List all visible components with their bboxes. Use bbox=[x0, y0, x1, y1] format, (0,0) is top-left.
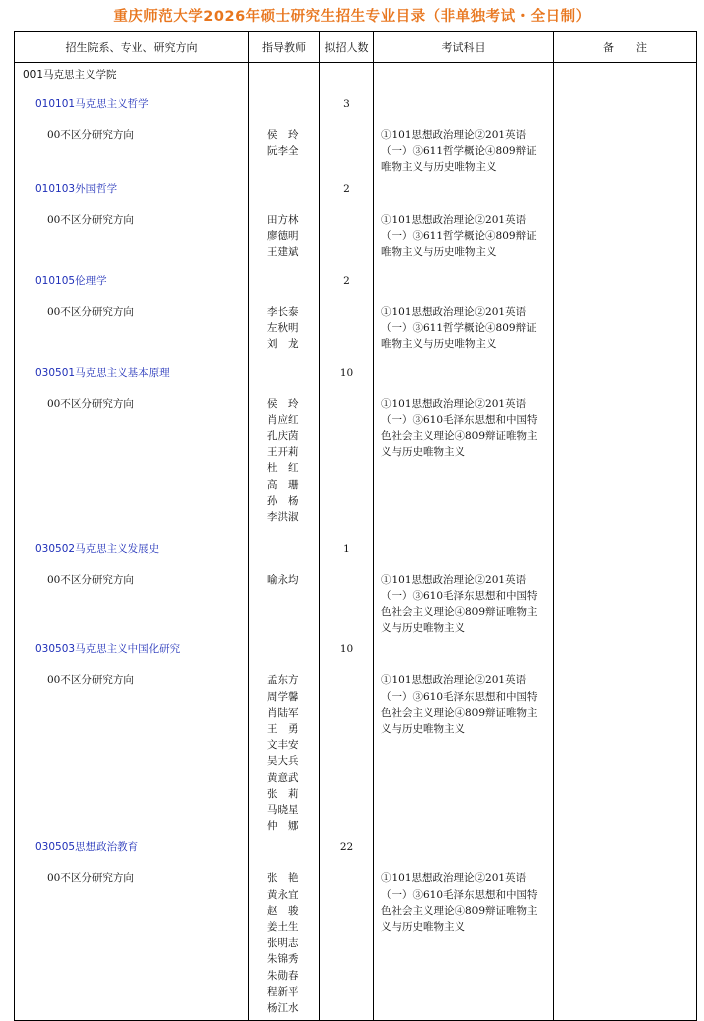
tutor-name: 肖应红 bbox=[267, 413, 299, 426]
research-direction: 00不区分研究方向 bbox=[15, 122, 249, 176]
exam-subjects: ①101思想政治理论②201英语（一）③610毛泽东思想和中国特色社会主义理论④809辩证唯物主义与历史唯物主义 bbox=[374, 567, 554, 637]
tutor-name: 周学馨 bbox=[267, 690, 299, 703]
tutor-name: 赵 骏 bbox=[267, 904, 299, 917]
tutor-list bbox=[249, 299, 320, 360]
tutor-list bbox=[249, 567, 320, 637]
exam-subjects: ①101思想政治理论②201英语（一）③610毛泽东思想和中国特色社会主义理论④809辩证唯物主义与历史唯物主义 bbox=[374, 667, 554, 834]
tutor-list bbox=[249, 207, 320, 268]
enrollment-count: 10 bbox=[320, 360, 374, 391]
tutor-name: 马晓星 bbox=[267, 804, 299, 817]
tutor-name: 程新平 bbox=[267, 985, 299, 998]
direction-row bbox=[15, 865, 697, 1021]
enrollment-count: 3 bbox=[320, 91, 374, 122]
major-row bbox=[15, 834, 697, 865]
tutor-name: 张 莉 bbox=[267, 787, 299, 800]
tutor-name: 黄意武 bbox=[267, 771, 299, 784]
major-name: 010101马克思主义哲学 bbox=[15, 91, 249, 122]
tutor-name: 吴大兵 bbox=[267, 755, 299, 768]
direction-row bbox=[15, 122, 697, 176]
tutor-name: 仲 娜 bbox=[267, 820, 299, 833]
remarks-cell bbox=[554, 207, 697, 268]
exam-subjects: ①101思想政治理论②201英语（一）③611哲学概论④809辩证唯物主义与历史唯物主义 bbox=[374, 207, 554, 268]
major-row bbox=[15, 176, 697, 207]
exam-subjects: ①101思想政治理论②201英语（一）③611哲学概论④809辩证唯物主义与历史唯物主义 bbox=[374, 122, 554, 176]
major-row bbox=[15, 360, 697, 391]
major-name: 030505思想政治教育 bbox=[15, 834, 249, 865]
direction-row bbox=[15, 667, 697, 834]
research-direction: 00不区分研究方向 bbox=[15, 207, 249, 268]
research-direction: 00不区分研究方向 bbox=[15, 391, 249, 536]
tutor-list bbox=[249, 391, 320, 536]
major-row bbox=[15, 636, 697, 667]
tutor-name: 喻永均 bbox=[267, 573, 299, 586]
enrollment-count: 1 bbox=[320, 536, 374, 567]
tutor-name: 杜 红 bbox=[267, 462, 299, 475]
direction-row bbox=[15, 299, 697, 360]
exam-subjects: ①101思想政治理论②201英语（一）③611哲学概论④809辩证唯物主义与历史唯物主义 bbox=[374, 299, 554, 360]
enrollment-count: 10 bbox=[320, 636, 374, 667]
tutor-list bbox=[249, 865, 320, 1021]
tutor-name: 孙 杨 bbox=[267, 494, 299, 507]
tutor-list bbox=[249, 122, 320, 176]
catalog-table bbox=[14, 31, 697, 1021]
exam-subjects: ①101思想政治理论②201英语（一）③610毛泽东思想和中国特色社会主义理论④809辩证唯物主义与历史唯物主义 bbox=[374, 865, 554, 1021]
tutor-name: 左秋明 bbox=[267, 321, 299, 334]
header-department: 招生院系、专业、研究方向 bbox=[15, 32, 249, 63]
tutor-name: 朱锦秀 bbox=[267, 953, 299, 966]
tutor-name: 张明志 bbox=[267, 937, 299, 950]
college-row bbox=[15, 63, 697, 92]
enrollment-count: 22 bbox=[320, 834, 374, 865]
tutor-name: 王开莉 bbox=[267, 446, 299, 459]
major-name: 010105伦理学 bbox=[15, 268, 249, 299]
table-body bbox=[15, 63, 697, 1021]
direction-row bbox=[15, 567, 697, 637]
research-direction: 00不区分研究方向 bbox=[15, 299, 249, 360]
research-direction: 00不区分研究方向 bbox=[15, 567, 249, 637]
tutor-name: 孔庆茵 bbox=[267, 430, 299, 443]
major-name: 030503马克思主义中国化研究 bbox=[15, 636, 249, 667]
tutor-name: 文丰安 bbox=[267, 739, 299, 752]
remarks-cell bbox=[554, 299, 697, 360]
page-title: 重庆师范大学2026年硕士研究生招生专业目录（非单独考试・全日制） bbox=[113, 9, 591, 25]
major-row bbox=[15, 268, 697, 299]
enrollment-count: 2 bbox=[320, 176, 374, 207]
tutor-name: 李洪淑 bbox=[267, 511, 299, 524]
tutor-name: 刘 龙 bbox=[267, 338, 299, 351]
header-row bbox=[15, 32, 697, 63]
tutor-name: 廖德明 bbox=[267, 229, 299, 242]
header-remarks: 备 注 bbox=[554, 32, 697, 63]
tutor-name: 姜土生 bbox=[267, 921, 299, 934]
major-row bbox=[15, 91, 697, 122]
tutor-name: 李长泰 bbox=[267, 305, 299, 318]
tutor-name: 王 勇 bbox=[267, 723, 299, 736]
header-enrollment: 拟招人数 bbox=[320, 32, 374, 63]
tutor-name: 杨江水 bbox=[267, 1002, 299, 1015]
tutor-name: 黄永宜 bbox=[267, 888, 299, 901]
tutor-name: 侯 玲 bbox=[267, 129, 299, 141]
tutor-name: 肖陆军 bbox=[267, 706, 299, 719]
college-name: 001马克思主义学院 bbox=[15, 63, 249, 92]
tutor-name: 阮李全 bbox=[267, 145, 299, 158]
major-name: 030501马克思主义基本原理 bbox=[15, 360, 249, 391]
remarks-cell bbox=[554, 865, 697, 1021]
direction-row bbox=[15, 391, 697, 536]
research-direction: 00不区分研究方向 bbox=[15, 667, 249, 834]
exam-subjects: ①101思想政治理论②201英语（一）③610毛泽东思想和中国特色社会主义理论④809辩证唯物主义与历史唯物主义 bbox=[374, 391, 554, 536]
tutor-name: 侯 玲 bbox=[267, 397, 299, 410]
tutor-list bbox=[249, 667, 320, 834]
header-exam-subjects: 考试科目 bbox=[374, 32, 554, 63]
tutor-name: 朱勋春 bbox=[267, 969, 299, 982]
tutor-name: 田方林 bbox=[267, 213, 299, 226]
remarks-cell bbox=[554, 667, 697, 834]
tutor-name: 王建斌 bbox=[267, 246, 299, 259]
tutor-name: 张 艳 bbox=[267, 872, 299, 885]
header-tutor: 指导教师 bbox=[249, 32, 320, 63]
enrollment-count: 2 bbox=[320, 268, 374, 299]
direction-row bbox=[15, 207, 697, 268]
major-name: 030502马克思主义发展史 bbox=[15, 536, 249, 567]
major-row bbox=[15, 536, 697, 567]
tutor-name: 高 珊 bbox=[267, 478, 299, 491]
remarks-cell bbox=[554, 391, 697, 536]
tutor-name: 孟东方 bbox=[267, 674, 299, 687]
remarks-cell bbox=[554, 122, 697, 176]
research-direction: 00不区分研究方向 bbox=[15, 865, 249, 1021]
major-name: 010103外国哲学 bbox=[15, 176, 249, 207]
remarks-cell bbox=[554, 567, 697, 637]
